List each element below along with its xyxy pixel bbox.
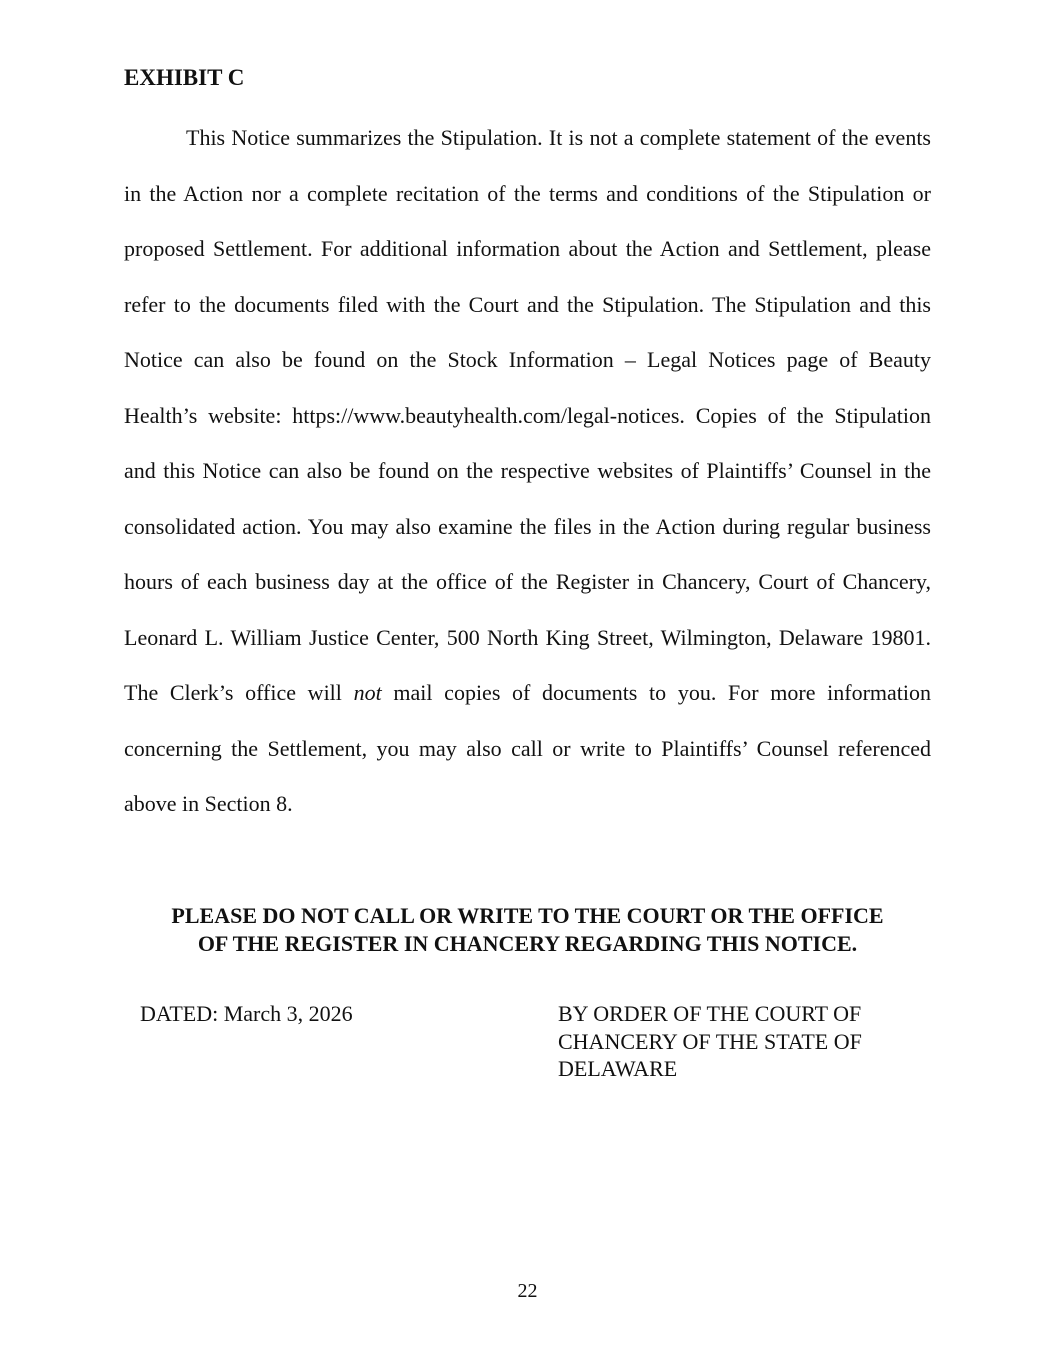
dated-line: DATED: March 3, 2026 — [140, 1001, 353, 1026]
notice-emphasis: not — [353, 680, 382, 705]
notice-text-part-1: This Notice summarizes the Stipulation. It is not a complete statement of the events in the Action nor a complete recitation of the terms and conditions of the Stipulation or proposed Settlement. For additional information about the Action and Settlement, please refer to the documents filed with the Court and the Stipulation. The Stipulation and this Notice can also be found on the Stock Information – Legal Notices page of Beauty Health’s website: https://www.beautyhealth.com/legal-notices. Copies of the Stipulation and this Notice can also be found on the respective websites of Plaintiffs’ Counsel in the consolidated action. You may also examine the files in the Action during regular business hours of each business day at the office of the Register in Chancery, Court of Chancery, Leonard L. William Justice Center, 500 North King Street, Wilmington, Delaware 19801. The Clerk’s office will — [124, 125, 931, 705]
warning-notice — [124, 902, 931, 957]
court-order-line-1: BY ORDER OF THE COURT OF — [558, 1001, 862, 1026]
notice-paragraph — [124, 110, 931, 832]
court-order-block — [558, 1000, 938, 1083]
notice-text-part-2: mail copies of documents to you. For more information concerning the Settlement, you may also call or write to Plaintiffs’ Counsel referenced above in Section 8. — [124, 680, 931, 816]
court-order-line-3: DELAWARE — [558, 1056, 678, 1081]
court-order-line-2: CHANCERY OF THE STATE OF — [558, 1028, 862, 1054]
warning-line-2: OF THE REGISTER IN CHANCERY REGARDING THIS NOTICE. — [197, 930, 858, 956]
page-number: 22 — [517, 1280, 538, 1302]
exhibit-heading: EXHIBIT C — [124, 65, 245, 90]
warning-line-1: PLEASE DO NOT CALL OR WRITE TO THE COURT OR THE OFFICE — [171, 903, 884, 928]
